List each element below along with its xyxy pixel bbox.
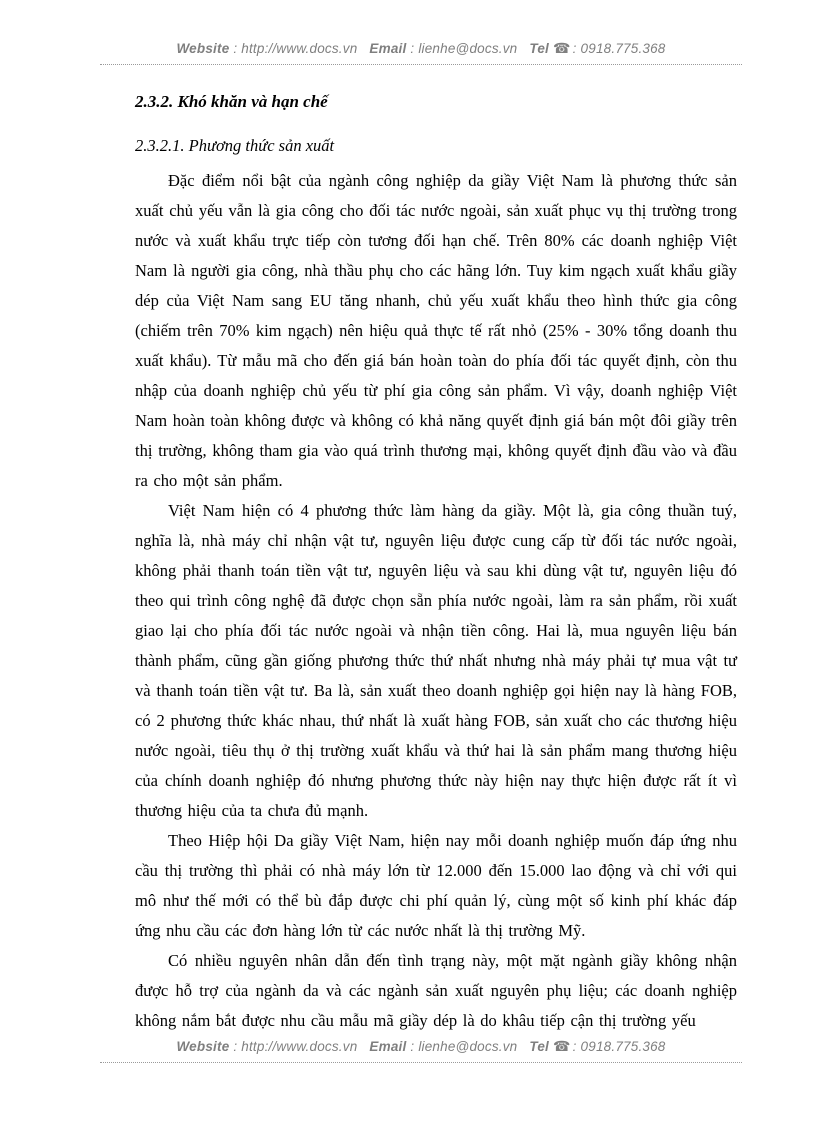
email-separator: : [406,41,419,56]
tel-separator: : [572,41,581,56]
website-separator: : [229,41,242,56]
document-content [135,92,737,1036]
email-address: lienhe@docs.vn [418,41,518,56]
body-paragraph: Theo Hiệp hội Da giầy Việt Nam, hiện nay mỗi doanh nghiệp muốn đáp ứng nhu cầu thị trường thì phải có nhà máy lớn từ 12.000 đến 15.000 lao động và chỉ với qui mô như thế mới có thể bù đắp được chi phí quản lý, cùng một số kinh phí khác đáp ứng nhu cầu các đơn hàng lớn từ các nước nhất là thị trường Mỹ. [135,831,737,940]
email-separator: : [406,1039,419,1054]
email-label: Email [369,1039,407,1054]
telephone-icon: ☎ [552,1038,571,1054]
website-label: Website [176,1039,230,1054]
section-heading: 2.3.2. Khó khăn và hạn chế [135,92,328,111]
tel-label: Tel [529,41,549,56]
page-footer [100,1038,742,1063]
tel-label: Tel [529,1039,549,1054]
subsection-heading: 2.3.2.1. Phương thức sản xuất [135,136,335,155]
tel-number: 0918.775.368 [580,41,666,56]
body-paragraph: Việt Nam hiện có 4 phương thức làm hàng da giầy. Một là, gia công thuần tuý, nghĩa là, nhà máy chỉ nhận vật tư, nguyên liệu được cung cấp từ đối tác nước ngoài, không phải thanh toán tiền vật tư, nguyên liệu và sau khi dùng vật tư, nguyên liệu đó theo qui trình công nghệ đã được chọn sẵn phía nước ngoài, làm ra sản phẩm, rồi xuất giao lại cho phía đối tác nước ngoài và nhận tiền công. Hai là, mua nguyên liệu bán thành phẩm, cũng gần giống phương thức thứ nhất nhưng nhà máy phải tự mua vật tư và thanh toán tiền vật tư. Ba là, sản xuất theo doanh nghiệp gọi hiện nay là hàng FOB, có 2 phương thức khác nhau, thứ nhất là xuất hàng FOB, sản xuất cho các thương hiệu nước ngoài, tiêu thụ ở thị trường xuất khẩu và thứ hai là sản phẩm mang thương hiệu của chính doanh nghiệp đó nhưng phương thức này hiện nay thực hiện được rất ít vì thương hiệu của ta chưa đủ mạnh. [135,501,737,820]
email-label: Email [369,41,407,56]
website-url: http://www.docs.vn [241,1039,358,1054]
telephone-icon: ☎ [552,40,571,56]
email-address: lienhe@docs.vn [418,1039,518,1054]
tel-number: 0918.775.368 [580,1039,666,1054]
website-separator: : [229,1039,242,1054]
page-header [100,40,742,65]
body-paragraph: Đặc điểm nổi bật của ngành công nghiệp da giầy Việt Nam là phương thức sản xuất chủ yếu vẫn là gia công cho đối tác nước ngoài, sản xuất phục vụ thị trường trong nước và xuất khẩu trực tiếp còn tương đối hạn chế. Trên 80% các doanh nghiệp Việt Nam là người gia công, nhà thầu phụ cho các hãng lớn. Tuy kim ngạch xuất khẩu giầy dép của Việt Nam sang EU tăng nhanh, chủ yếu xuất khẩu theo hình thức gia công (chiếm trên 70% kim ngạch) nên hiệu quả thực tế rất nhỏ (25% - 30% tổng doanh thu xuất khẩu). Từ mẫu mã cho đến giá bán hoàn toàn do phía đối tác quyết định, còn thu nhập của doanh nghiệp chủ yếu từ phí gia công sản phẩm. Vì vậy, doanh nghiệp Việt Nam hoàn toàn không được và không có khả năng quyết định giá bán một đôi giầy trên thị trường, không tham gia vào quá trình thương mại, không quyết định đầu vào và đầu ra cho một sản phẩm. [135,171,737,490]
body-paragraph: Có nhiều nguyên nhân dẫn đến tình trạng này, một mặt ngành giầy không nhận được hỗ trợ của ngành da và các ngành sản xuất nguyên phụ liệu; các doanh nghiệp không nắm bắt được nhu cầu mẫu mã giầy dép là do khâu tiếp cận thị trường yếu [135,951,737,1030]
website-url: http://www.docs.vn [241,41,358,56]
tel-separator: : [572,1039,581,1054]
website-label: Website [176,41,230,56]
